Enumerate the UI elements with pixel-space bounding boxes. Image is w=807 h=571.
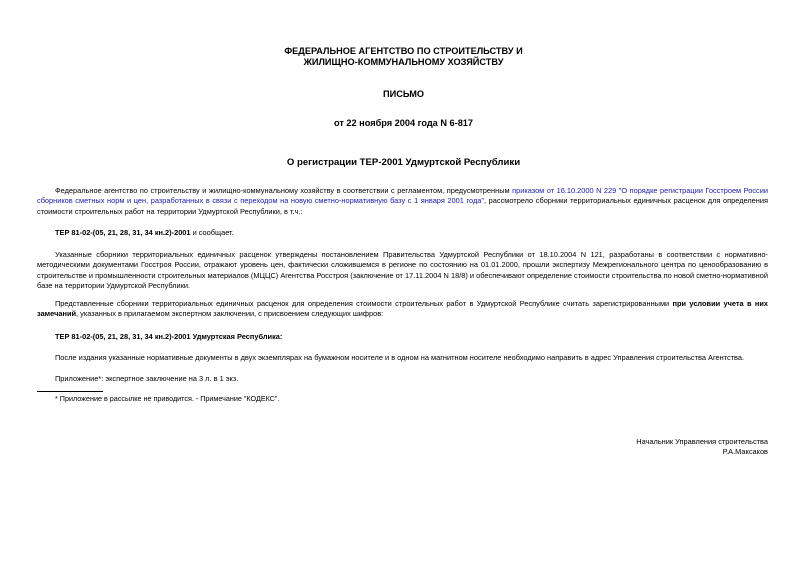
signatory-name: Р.А.Максаков xyxy=(722,447,768,457)
intro-text-start: Федеральное агентство по строительству и жилищно-коммунальному хозяйству в соответствии с регламентом, предусмотренным xyxy=(55,186,513,195)
paragraph-ter-list xyxy=(37,228,768,238)
intro-text-end: , рассмотрело сборники территориальных единичных расценок для определения стоимости строительных работ на территории Удмуртской Республики, в т.ч.: xyxy=(37,196,769,216)
paragraph-intro xyxy=(37,186,768,217)
registration-text-start: Представленные сборники территориальных единичных расценок для определения стоимости строительных работ в Удмуртской Республике считать зарегистрированными xyxy=(55,299,673,308)
paragraph-attachment: Приложение*: экспертное заключение на 3 л. в 1 экз. xyxy=(55,374,239,383)
agency-name xyxy=(0,46,807,68)
ter-list-rest: и сообщает. xyxy=(190,228,234,237)
registration-condition-bold: при условии учета в них замечаний xyxy=(37,299,768,319)
paragraph-registration xyxy=(37,299,768,320)
document-type: ПИСЬМО xyxy=(382,89,425,99)
document-subject: О регистрации ТЕР-2001 Удмуртской Республики xyxy=(286,157,521,168)
agency-name-line-2: ЖИЛИЩНО-КОММУНАЛЬНОМУ ХОЗЯЙСТВУ xyxy=(303,57,504,67)
signature-block xyxy=(636,437,768,458)
footnote: * Приложение в рассылке не приводится. - Примечание "КОДЕКС". xyxy=(55,394,280,403)
footnote-divider xyxy=(37,391,103,392)
paragraph-approval: Указанные сборники территориальных единичных расценок утверждены постановлением Правительства Удмуртской Республики от 18.10.2004 N 121, разработаны в соответствии с нормативно-методическими документами Госстроя России, отражают уровень цен, фактически сложившемся в регионе по состоянию на 01.01.2000, прошли экспертизу Межрегионального центра по ценообразованию в строительстве и промышленности строительных материалов (МЦЦС) Агентства Росстроя (заключение от 17.11.2004 N 18/8) и обеспечивают определение стоимости строительства по новой сметно-нормативной базе на территории Удмуртской Республики. xyxy=(37,250,768,290)
signatory-position: Начальник Управления строительства xyxy=(636,437,768,446)
document-date: от 22 ноября 2004 года N 6-817 xyxy=(333,118,474,128)
order-229-link[interactable]: приказом от 16.10.2000 N 229 "О порядке регистрации Госстроем России сборников сметных норм и цен, разработанных в связи с переходом на новую сметно-нормативную базу с 1 января 2001 года" xyxy=(37,186,768,206)
paragraph-cipher: ТЕР 81-02-(05, 21, 28, 31, 34 кн.2)-2001 Удмуртская Республика: xyxy=(55,332,283,341)
agency-name-line-1: ФЕДЕРАЛЬНОЕ АГЕНТСТВО ПО СТРОИТЕЛЬСТВУ И xyxy=(284,46,523,56)
registration-text-end: , указанных в прилагаемом экспертном заключении, с присвоением следующих шифров: xyxy=(76,309,384,319)
paragraph-submission: После издания указанные нормативные документы в двух экземплярах на бумажном носителе и в одном на магнитном носителе необходимо направить в адрес Управления строительства Агентства. xyxy=(55,353,745,362)
ter-code-bold: ТЕР 81-02-(05, 21, 28, 31, 34 кн.2)-2001 xyxy=(55,228,191,237)
